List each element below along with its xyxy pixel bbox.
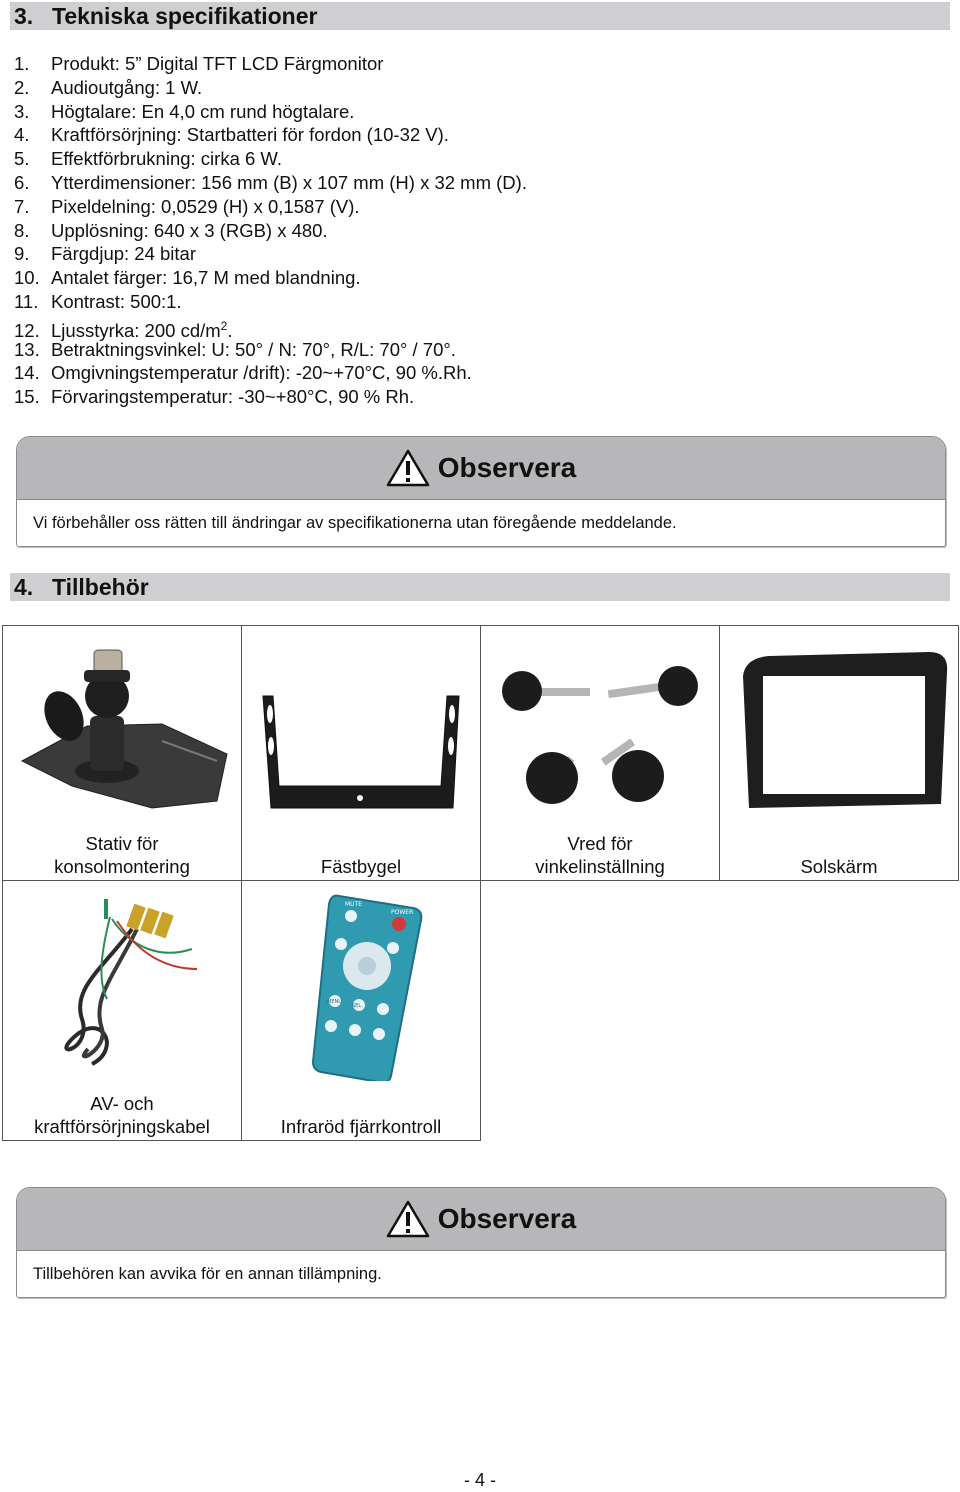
- accessory-label: Fästbygel: [320, 856, 402, 877]
- list-item: 3. Högtalare: En 4,0 cm rund högtalare.: [14, 100, 355, 122]
- section-title: Tekniska specifikationer: [52, 3, 318, 29]
- accessory-cell: [242, 626, 481, 881]
- accessory-cell: [720, 626, 959, 881]
- svg-text:MUTE: MUTE: [345, 901, 363, 908]
- accessory-label: Solskärm: [800, 856, 878, 877]
- accessory-cell: [3, 881, 242, 1141]
- note-box: [16, 1187, 946, 1298]
- svg-text:SEL: SEL: [352, 1003, 362, 1009]
- accessory-label: Vred för vinkelinställning: [535, 833, 665, 877]
- list-item: 4. Kraftförsörjning: Startbatteri för fordon (10-32 V).: [14, 124, 449, 146]
- accessory-label: Stativ för konsolmontering: [54, 833, 190, 877]
- page-number: - 4 -: [463, 1470, 496, 1490]
- sunshade-icon: [729, 636, 949, 816]
- stand-icon: [12, 636, 232, 816]
- list-item: 7. Pixeldelning: 0,0529 (H) x 0,1587 (V).: [14, 195, 360, 217]
- note-title: Observera: [437, 1203, 577, 1234]
- svg-text:POWER: POWER: [391, 909, 414, 916]
- list-item: 9. Färgdjup: 24 bitar: [14, 243, 197, 265]
- section-4-header: [10, 573, 950, 601]
- note-box: [16, 436, 946, 547]
- bracket-icon: [251, 636, 471, 816]
- remote-icon: [251, 886, 471, 1081]
- warning-icon: [386, 449, 430, 487]
- section-number: 4.: [14, 574, 34, 600]
- accessory-label: AV- och kraftförsörjningskabel: [34, 1093, 210, 1137]
- list-item: 13. Betraktningsvinkel: U: 50° / N: 70°, R/L: 70° / 70°.: [14, 338, 456, 360]
- cable-icon: [12, 889, 232, 1079]
- note-text: Vi förbehåller oss rätten till ändringar av specifikationerna utan föregående meddelande.: [33, 514, 677, 532]
- list-item: 12. Ljusstyrka: 200 $cd/m^2$.: [14, 318, 233, 341]
- svg-text:MENU: MENU: [327, 999, 342, 1005]
- knobs-icon: [490, 636, 710, 816]
- warning-icon: [386, 1200, 430, 1238]
- list-item: 5. Effektförbrukning: cirka 6 W.: [14, 148, 283, 170]
- list-item: 6. Ytterdimensioner: 156 mm (B) x 107 mm (H) x 32 mm (D).: [14, 171, 527, 193]
- list-item: 11. Kontrast: 500:1.: [14, 290, 182, 312]
- list-item: 15. Förvaringstemperatur: -30~+80°C, 90 % Rh.: [14, 386, 415, 408]
- note-title: Observera: [437, 452, 577, 483]
- accessory-cell: [481, 626, 720, 881]
- section-3-header: [10, 2, 950, 30]
- note-header: [17, 437, 945, 500]
- section-title: Tillbehör: [52, 574, 149, 600]
- list-item: 14. Omgivningstemperatur /drift): -20~+70°C, 90 %.Rh.: [14, 362, 472, 384]
- accessory-cell: [3, 626, 242, 881]
- list-item: 8. Upplösning: 640 x 3 (RGB) x 480.: [14, 219, 328, 241]
- accessory-cell: [242, 881, 481, 1141]
- accessories-table: [2, 625, 959, 1141]
- section-number: 3.: [14, 3, 34, 29]
- note-text: Tillbehören kan avvika för en annan tillämpning.: [33, 1265, 382, 1283]
- list-item: 2. Audioutgång: 1 W.: [14, 76, 203, 98]
- list-item: 10. Antalet färger: 16,7 M med blandning.: [14, 267, 361, 289]
- note-header: [17, 1188, 945, 1251]
- list-item: 1. Produkt: 5” Digital TFT LCD Färgmonitor: [14, 53, 384, 74]
- accessory-label: Infraröd fjärrkontroll: [280, 1116, 442, 1137]
- spec-list: [14, 52, 527, 409]
